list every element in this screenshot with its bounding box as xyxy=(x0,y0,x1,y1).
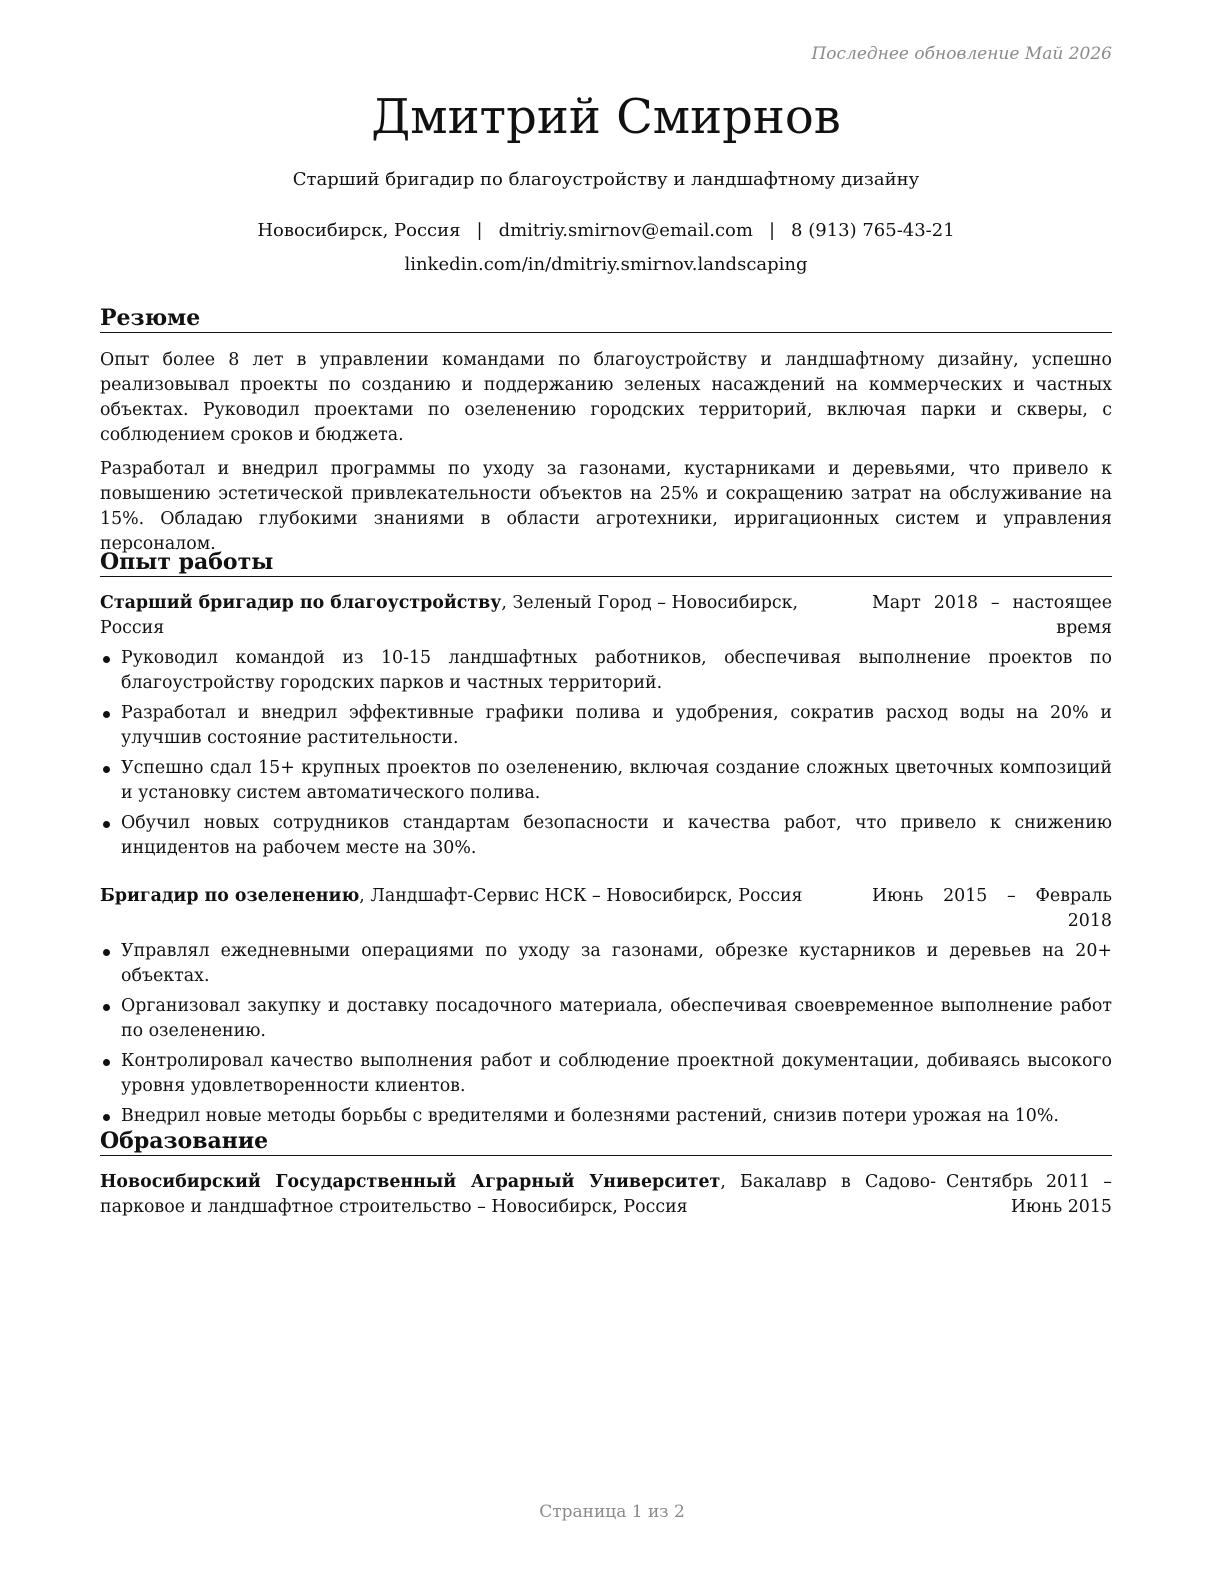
section-heading-summary: Резюме xyxy=(100,304,1112,333)
section-heading-experience: Опыт работы xyxy=(100,548,1112,577)
contact-separator: | xyxy=(768,220,776,241)
linkedin-link[interactable]: linkedin.com/in/dmitriy.smirnov.landscaping xyxy=(404,254,808,275)
list-item: Руководил командой из 10-15 ландшафтных работников, обеспечивая выполнение проектов по благоустройству городских парков и частных территорий. xyxy=(100,646,1112,696)
job-bullets xyxy=(100,646,1112,866)
job-dates: Июнь 2015 – Февраль 2018 xyxy=(872,886,1112,931)
education-institution: Новосибирский Государственный Аграрный Университет xyxy=(100,1172,721,1192)
job-bullets xyxy=(100,939,1112,1134)
list-item: Контролировал качество выполнения работ и соблюдение проектной документации, добиваясь высокого уровня удовлетворенности клиентов. xyxy=(100,1049,1112,1099)
list-item: Обучил новых сотрудников стандартам безопасности и качества работ, что привело к снижению инцидентов на рабочем месте на 30%. xyxy=(100,811,1112,861)
section-heading-education: Образование xyxy=(100,1127,1112,1156)
page-number: Страница 1 из 2 xyxy=(539,1502,685,1522)
job-dates: Март 2018 – настоящее время xyxy=(872,593,1112,638)
contact-separator: | xyxy=(476,220,483,241)
contact-line xyxy=(100,218,1112,244)
last-updated: Последнее обновление Май 2026 xyxy=(811,44,1112,64)
job-title-company xyxy=(100,591,860,641)
education-dates: Сентябрь 2011 – Июнь 2015 xyxy=(946,1172,1112,1217)
job-title-company xyxy=(100,884,860,909)
job-company: , Ландшафт-Сервис НСК – Новосибирск, Россия xyxy=(359,886,803,906)
job-position: Бригадир по озеленению xyxy=(100,886,360,906)
list-item: Внедрил новые методы борьбы с вредителями и болезнями растений, снизив потери урожая на 10%. xyxy=(100,1104,1112,1129)
job-position: Старший бригадир по благоустройству xyxy=(100,593,502,613)
person-name: Дмитрий Смирнов xyxy=(371,89,841,145)
education-institution-degree xyxy=(100,1170,936,1220)
phone: 8 (913) 765-43-21 xyxy=(791,220,955,241)
education-degree: , Бакалавр в Садово-парковое и ландшафтное строительство – Новосибирск, Россия xyxy=(100,1172,936,1217)
list-item: Успешно сдал 15+ крупных проектов по озеленению, включая создание сложных цветочных композиций и установку систем автоматического полива. xyxy=(100,756,1112,806)
list-item: Управлял ежедневными операциями по уходу за газонами, обрезке кустарников и деревьев на 20+ объектах. xyxy=(100,939,1112,989)
job-company: , Зеленый Город – Новосибирск, Россия xyxy=(100,593,799,638)
summary-paragraph: Опыт более 8 лет в управлении командами по благоустройству и ландшафтному дизайну, успешно реализовывал проекты по созданию и поддержанию зеленых насаждений на коммерческих и частных объектах. Руководил проектами по озеленению городских территорий, включая парки и скверы, с соблюдением сроков и бюджета. xyxy=(100,350,1112,445)
list-item: Разработал и внедрил эффективные графики полива и удобрения, сократив расход воды на 20% и улучшив состояние растительности. xyxy=(100,701,1112,751)
location: Новосибирск, Россия xyxy=(257,220,461,241)
job-title: Старший бригадир по благоустройству и ландшафтному дизайну xyxy=(292,169,920,190)
list-item: Организовал закупку и доставку посадочного материала, обеспечивая своевременное выполнение работ по озеленению. xyxy=(100,994,1112,1044)
summary-paragraph: Разработал и внедрил программы по уходу за газонами, кустарниками и деревьями, что привело к повышению эстетической привлекательности объектов на 25% и сокращению затрат на обслуживание на 15%. Обладаю глубокими знаниями в области агротехники, ирригационных систем и управления персоналом. xyxy=(100,459,1112,554)
email-link[interactable]: dmitriy.smirnov@email.com xyxy=(498,220,753,241)
